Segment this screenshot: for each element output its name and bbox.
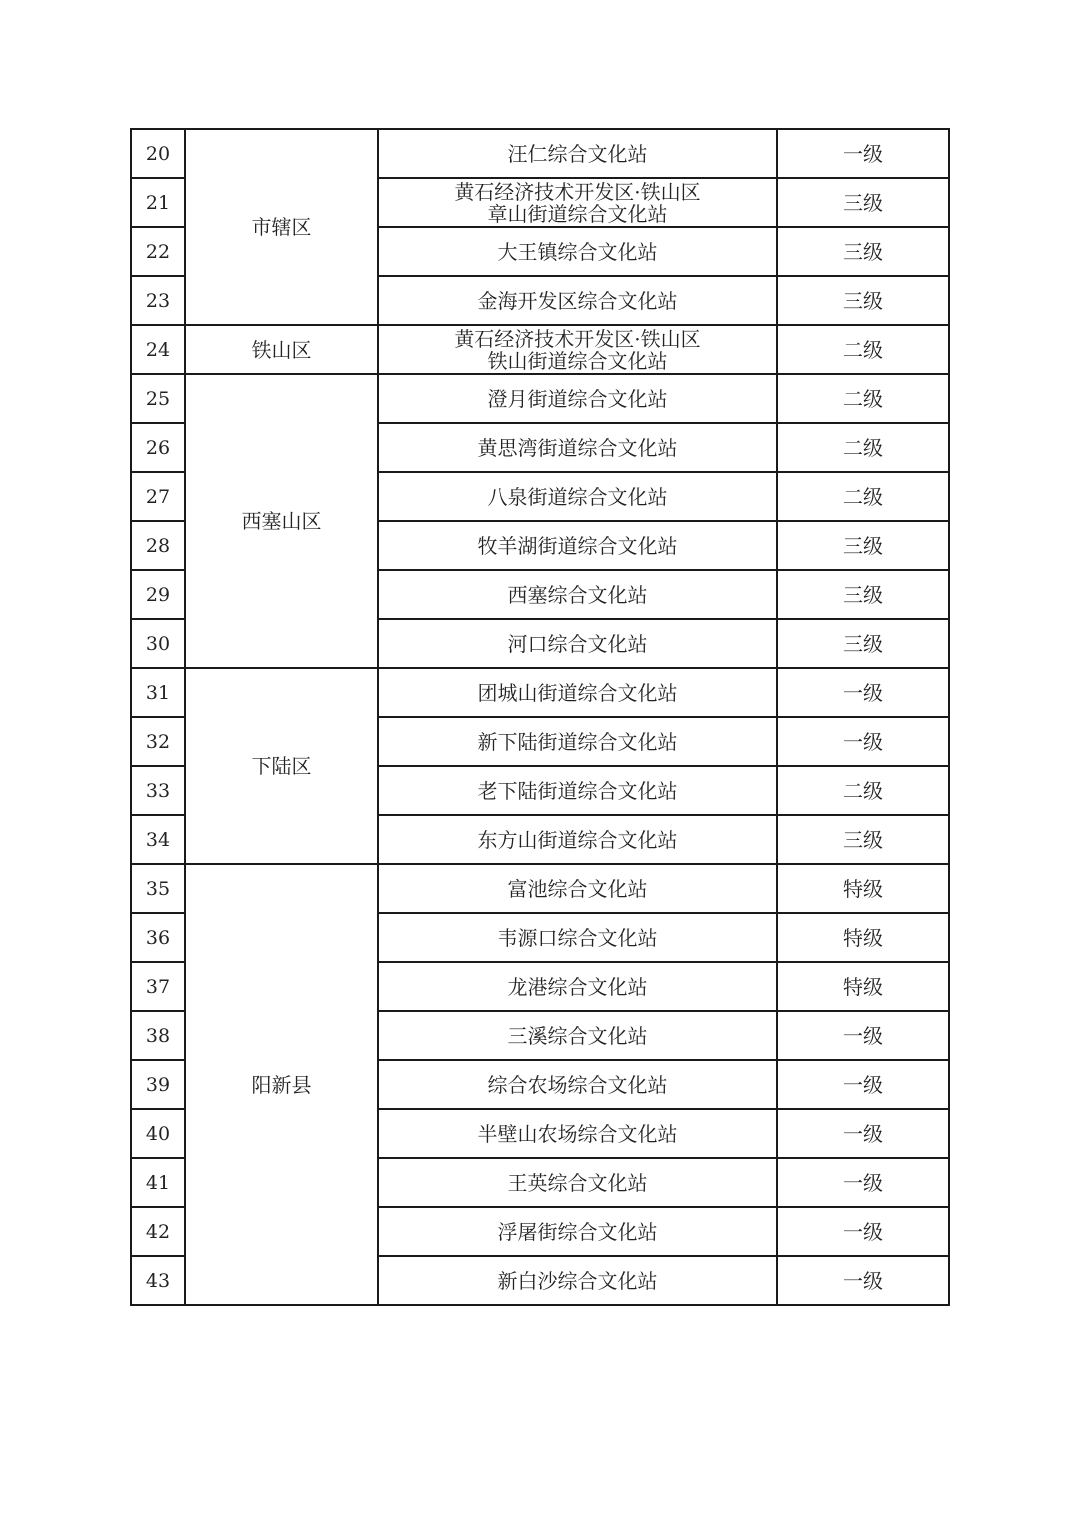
station-name-cell xyxy=(378,129,777,178)
grade-cell: 三级 xyxy=(777,570,949,619)
grade-cell: 三级 xyxy=(777,619,949,668)
station-name-cell xyxy=(378,766,777,815)
station-name-cell xyxy=(378,1256,777,1305)
station-name-line: 章山街道综合文化站 xyxy=(487,201,668,226)
row-number-cell: 30 xyxy=(131,619,185,668)
station-name-line: 汪仁综合文化站 xyxy=(507,141,648,166)
grade-cell: 二级 xyxy=(777,472,949,521)
row-number-cell: 40 xyxy=(131,1109,185,1158)
grade-cell: 一级 xyxy=(777,668,949,717)
row-number-cell: 43 xyxy=(131,1256,185,1305)
grade-cell: 三级 xyxy=(777,521,949,570)
station-name-cell xyxy=(378,374,777,423)
row-number-cell: 35 xyxy=(131,864,185,913)
station-name-line: 大王镇综合文化站 xyxy=(497,239,658,264)
grade-cell: 特级 xyxy=(777,913,949,962)
station-name-cell xyxy=(378,815,777,864)
row-number-cell: 39 xyxy=(131,1060,185,1109)
station-name-line: 韦源口综合文化站 xyxy=(497,925,658,950)
station-name-line: 三溪综合文化站 xyxy=(507,1023,648,1048)
row-number-cell: 21 xyxy=(131,178,185,227)
station-name-line: 老下陆街道综合文化站 xyxy=(477,778,678,803)
grade-cell: 一级 xyxy=(777,717,949,766)
row-number-cell: 22 xyxy=(131,227,185,276)
row-number-cell: 29 xyxy=(131,570,185,619)
station-name-line: 金海开发区综合文化站 xyxy=(477,288,678,313)
grade-cell: 特级 xyxy=(777,864,949,913)
station-name-cell xyxy=(378,276,777,325)
row-number-cell: 37 xyxy=(131,962,185,1011)
row-number-cell: 41 xyxy=(131,1158,185,1207)
station-name-cell xyxy=(378,325,777,374)
station-name-cell xyxy=(378,1207,777,1256)
station-name-cell xyxy=(378,962,777,1011)
row-number-cell: 25 xyxy=(131,374,185,423)
grade-cell: 三级 xyxy=(777,276,949,325)
district-cell: 铁山区 xyxy=(185,325,378,374)
row-number-cell: 42 xyxy=(131,1207,185,1256)
district-cell: 下陆区 xyxy=(185,668,378,864)
station-name-cell xyxy=(378,668,777,717)
table-row xyxy=(131,374,949,423)
station-name-cell xyxy=(378,717,777,766)
table-row xyxy=(131,129,949,178)
table-row xyxy=(131,325,949,374)
station-name-cell xyxy=(378,619,777,668)
station-name-line: 浮屠街综合文化站 xyxy=(497,1219,658,1244)
station-name-line: 龙港综合文化站 xyxy=(507,974,648,999)
station-name-cell xyxy=(378,521,777,570)
station-name-line: 黄石经济技术开发区·铁山区 xyxy=(454,179,701,204)
station-name-line: 富池综合文化站 xyxy=(507,876,648,901)
row-number-cell: 27 xyxy=(131,472,185,521)
station-name-line: 新下陆街道综合文化站 xyxy=(477,729,678,754)
grade-cell: 二级 xyxy=(777,325,949,374)
grade-cell: 特级 xyxy=(777,962,949,1011)
row-number-cell: 26 xyxy=(131,423,185,472)
grade-cell: 一级 xyxy=(777,1060,949,1109)
grade-cell: 二级 xyxy=(777,766,949,815)
station-name-cell xyxy=(378,1060,777,1109)
station-name-cell xyxy=(378,1011,777,1060)
station-name-line: 西塞综合文化站 xyxy=(507,582,648,607)
station-name-line: 铁山街道综合文化站 xyxy=(487,348,668,373)
station-name-line: 黄石经济技术开发区·铁山区 xyxy=(454,326,701,351)
station-name-line: 黄思湾街道综合文化站 xyxy=(477,435,678,460)
station-name-line: 团城山街道综合文化站 xyxy=(477,680,678,705)
station-name-cell xyxy=(378,472,777,521)
station-name-line: 河口综合文化站 xyxy=(507,631,648,656)
district-cell: 西塞山区 xyxy=(185,374,378,668)
grade-cell: 三级 xyxy=(777,815,949,864)
row-number-cell: 38 xyxy=(131,1011,185,1060)
station-name-line: 八泉街道综合文化站 xyxy=(487,484,668,509)
grade-cell: 三级 xyxy=(777,227,949,276)
table-body xyxy=(131,129,949,1305)
row-number-cell: 36 xyxy=(131,913,185,962)
station-name-cell xyxy=(378,1109,777,1158)
table-row xyxy=(131,864,949,913)
station-name-line: 综合农场综合文化站 xyxy=(487,1072,668,1097)
station-name-cell xyxy=(378,423,777,472)
row-number-cell: 20 xyxy=(131,129,185,178)
grade-cell: 二级 xyxy=(777,374,949,423)
culture-station-table xyxy=(130,128,950,1306)
station-name-cell xyxy=(378,227,777,276)
station-name-cell xyxy=(378,913,777,962)
station-name-cell xyxy=(378,178,777,227)
grade-cell: 一级 xyxy=(777,1256,949,1305)
station-name-line: 新白沙综合文化站 xyxy=(497,1268,658,1293)
row-number-cell: 23 xyxy=(131,276,185,325)
row-number-cell: 33 xyxy=(131,766,185,815)
station-name-cell xyxy=(378,570,777,619)
station-name-line: 半壁山农场综合文化站 xyxy=(477,1121,678,1146)
row-number-cell: 24 xyxy=(131,325,185,374)
station-name-line: 牧羊湖街道综合文化站 xyxy=(477,533,678,558)
grade-cell: 一级 xyxy=(777,1109,949,1158)
grade-cell: 二级 xyxy=(777,423,949,472)
station-name-line: 王英综合文化站 xyxy=(507,1170,648,1195)
row-number-cell: 34 xyxy=(131,815,185,864)
grade-cell: 一级 xyxy=(777,1011,949,1060)
district-cell: 阳新县 xyxy=(185,864,378,1305)
station-name-cell xyxy=(378,864,777,913)
station-name-line: 东方山街道综合文化站 xyxy=(477,827,678,852)
row-number-cell: 32 xyxy=(131,717,185,766)
grade-cell: 一级 xyxy=(777,1158,949,1207)
station-name-cell xyxy=(378,1158,777,1207)
row-number-cell: 31 xyxy=(131,668,185,717)
row-number-cell: 28 xyxy=(131,521,185,570)
station-name-line: 澄月街道综合文化站 xyxy=(487,386,668,411)
grade-cell: 三级 xyxy=(777,178,949,227)
table-row xyxy=(131,668,949,717)
grade-cell: 一级 xyxy=(777,129,949,178)
grade-cell: 一级 xyxy=(777,1207,949,1256)
district-cell: 市辖区 xyxy=(185,129,378,325)
